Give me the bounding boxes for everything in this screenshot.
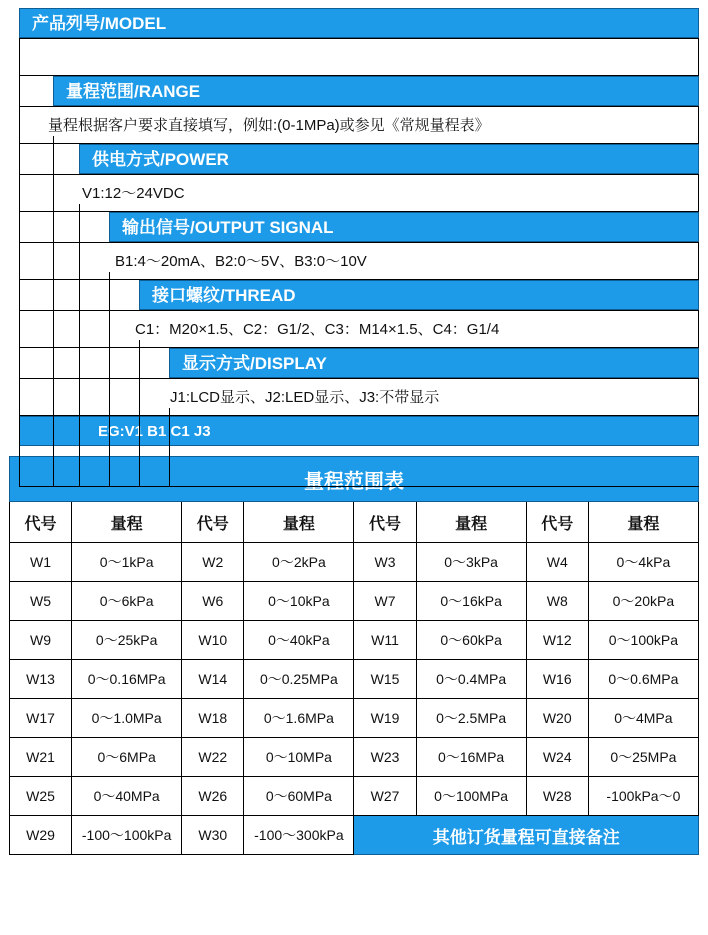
range-table-header-row [10,502,699,543]
table-row [10,777,699,816]
cell-code: W17 [10,699,72,738]
cell-code: W12 [526,621,588,660]
cell-range: 0～16MPa [416,738,526,777]
cell-range: -100～300kPa [244,816,354,855]
table-row [10,582,699,621]
cell-code: W8 [526,582,588,621]
cell-code: W24 [526,738,588,777]
cell-code: W4 [526,543,588,582]
cell-range: -100～100kPa [72,816,182,855]
model-row-5 [9,348,699,416]
cell-code: W13 [10,660,72,699]
table-row [10,621,699,660]
col-header-6: 代号 [526,502,588,543]
cell-code: W5 [10,582,72,621]
cell-code: W11 [354,621,416,660]
cell-code: W18 [182,699,244,738]
model-value-2: V1:12～24VDC [19,174,699,212]
cell-range: 0～25kPa [72,621,182,660]
cell-code: W14 [182,660,244,699]
model-row-2 [9,144,699,212]
table-row [10,543,699,582]
cell-range: 0～60kPa [416,621,526,660]
cell-code: W1 [10,543,72,582]
range-table [9,456,699,855]
cell-range: 0～0.6MPa [588,660,698,699]
cell-range: 0～60MPa [244,777,354,816]
model-row-4 [9,280,699,348]
cell-range: 0～2kPa [244,543,354,582]
cell-code: W21 [10,738,72,777]
cell-range: 0～6kPa [72,582,182,621]
col-header-5: 量程 [416,502,526,543]
cell-code: W27 [354,777,416,816]
model-row-1 [9,76,699,144]
connector-line-1 [19,68,20,486]
connector-line-bottom [19,486,699,487]
model-header-5: 显示方式/DISPLAY [169,348,699,378]
col-header-7: 量程 [588,502,698,543]
cell-range: 0～40MPa [72,777,182,816]
cell-code: W6 [182,582,244,621]
table-row [10,699,699,738]
col-header-3: 量程 [244,502,354,543]
col-header-0: 代号 [10,502,72,543]
cell-range: 0～0.4MPa [416,660,526,699]
cell-range: 0～16kPa [416,582,526,621]
cell-range: 0～1.0MPa [72,699,182,738]
cell-range: 0～40kPa [244,621,354,660]
range-table-title: 量程范围表 [10,457,699,502]
cell-range: 0～1kPa [72,543,182,582]
cell-range: 0～25MPa [588,738,698,777]
cell-code: W16 [526,660,588,699]
model-value-5: J1:LCD显示、J2:LED显示、J3:不带显示 [19,378,699,416]
cell-code: W10 [182,621,244,660]
model-value-3: B1:4～20mA、B2:0～5V、B3:0～10V [19,242,699,280]
connector-line-5 [139,340,140,486]
model-value-1: 量程根据客户要求直接填写，例如:(0-1MPa)或参见《常规量程表》 [19,106,699,144]
cell-range: 0～1.6MPa [244,699,354,738]
model-header-1: 量程范围/RANGE [53,76,699,106]
connector-line-3 [79,204,80,486]
model-row-3 [9,212,699,280]
cell-code: W30 [182,816,244,855]
cell-range: 0～0.16MPa [72,660,182,699]
cell-code: W29 [10,816,72,855]
cell-range: 0～10MPa [244,738,354,777]
cell-range: 0～3kPa [416,543,526,582]
connector-line-4 [109,272,110,486]
range-table-wrap [9,456,699,855]
cell-code: W22 [182,738,244,777]
table-row [10,660,699,699]
cell-range: 0～4kPa [588,543,698,582]
cell-range: 0～10kPa [244,582,354,621]
cell-range: 0～4MPa [588,699,698,738]
cell-code: W2 [182,543,244,582]
cell-code: W20 [526,699,588,738]
cell-code: W26 [182,777,244,816]
col-header-1: 量程 [72,502,182,543]
range-table-title-row [10,457,699,502]
cell-code: W19 [354,699,416,738]
model-header-2: 供电方式/POWER [79,144,699,174]
connector-line-6 [169,408,170,486]
table-row-last [10,816,699,855]
connector-line-2 [53,136,54,486]
cell-range: 0～2.5MPa [416,699,526,738]
cell-range: 0～6MPa [72,738,182,777]
col-header-2: 代号 [182,502,244,543]
cell-range: 0～20kPa [588,582,698,621]
cell-code: W23 [354,738,416,777]
cell-range: 0～100MPa [416,777,526,816]
model-header-3: 输出信号/OUTPUT SIGNAL [109,212,699,242]
model-code-section [9,8,699,446]
cell-code: W3 [354,543,416,582]
model-header-4: 接口螺纹/THREAD [139,280,699,310]
cell-code: W25 [10,777,72,816]
cell-code: W15 [354,660,416,699]
col-header-4: 代号 [354,502,416,543]
cell-code: W28 [526,777,588,816]
cell-code: W7 [354,582,416,621]
model-value-4: C1：M20×1.5、C2：G1/2、C3：M14×1.5、C4：G1/4 [19,310,699,348]
table-row [10,738,699,777]
range-table-note: 其他订货量程可直接备注 [354,816,699,855]
cell-code: W9 [10,621,72,660]
datasheet-page [0,8,708,935]
cell-range: 0～100kPa [588,621,698,660]
cell-range: 0～0.25MPa [244,660,354,699]
model-header-0: 产品列号/MODEL [19,8,699,38]
model-row-0 [9,8,699,76]
example-code: EG:V1 B1 C1 J3 [19,416,699,446]
model-value-0 [19,38,699,76]
cell-range: -100kPa～0 [588,777,698,816]
